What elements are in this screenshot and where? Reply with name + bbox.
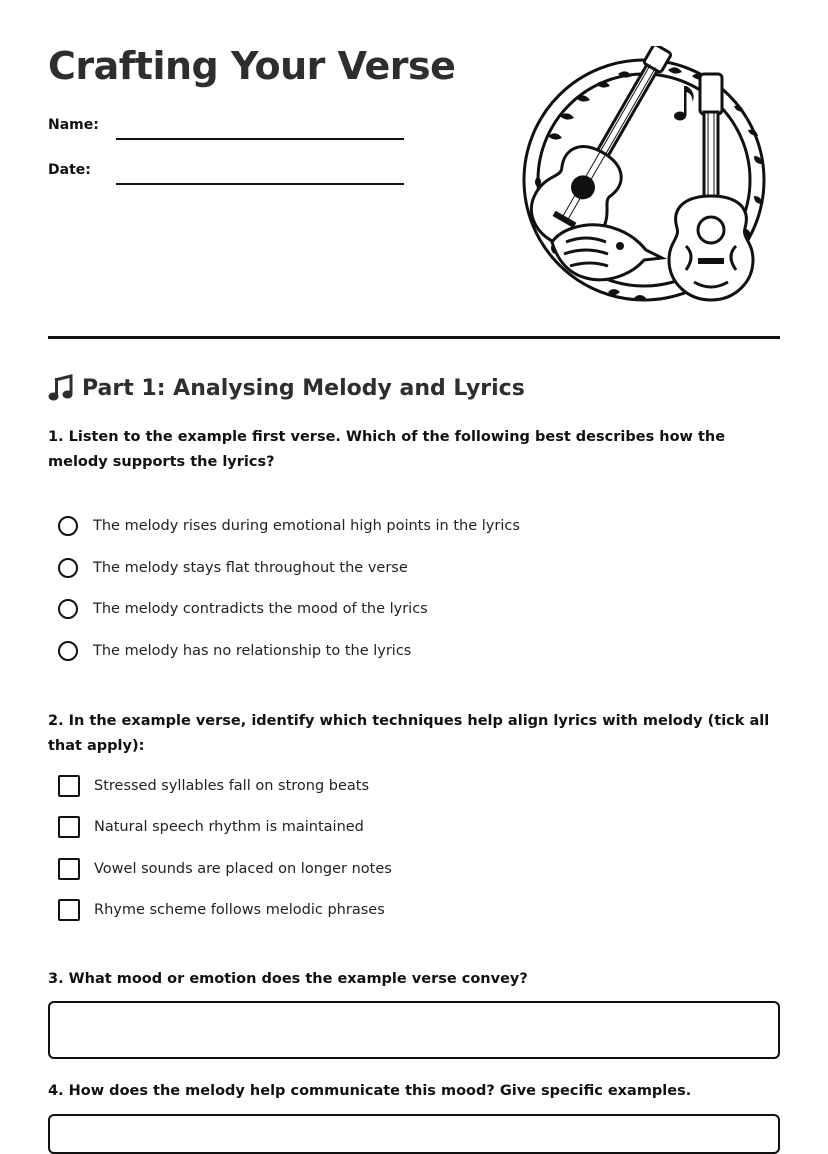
- name-label: Name:: [48, 117, 99, 133]
- q2-option-1[interactable]: [58, 775, 369, 797]
- name-field[interactable]: [116, 138, 404, 140]
- q3-answer-box[interactable]: [48, 1001, 780, 1059]
- question-2: 2. In the example verse, identify which techniques help align lyrics with melody (tick all that apply):: [48, 713, 770, 754]
- option-label: Natural speech rhythm is maintained: [94, 819, 364, 835]
- option-label: Stressed syllables fall on strong beats: [94, 778, 370, 794]
- worksheet-title: Crafting Your Verse: [48, 44, 456, 88]
- section-title: [48, 374, 525, 402]
- checkbox[interactable]: [58, 899, 80, 921]
- checkbox[interactable]: [58, 775, 80, 797]
- music-note-icon: [48, 374, 74, 402]
- q1-option-3[interactable]: [58, 599, 428, 619]
- option-label: The melody stays flat throughout the verse: [93, 560, 408, 576]
- q2-option-2[interactable]: [58, 816, 364, 838]
- checkbox[interactable]: [58, 816, 80, 838]
- option-label: Rhyme scheme follows melodic phrases: [94, 902, 385, 918]
- date-label: Date:: [48, 162, 91, 178]
- q2-option-4[interactable]: [58, 899, 385, 921]
- guitar-ukulele-bird-emblem-icon: [508, 46, 776, 314]
- q2-option-3[interactable]: [58, 858, 392, 880]
- question-3: 3. What mood or emotion does the example verse convey?: [48, 971, 528, 987]
- radio-button[interactable]: [58, 641, 78, 661]
- option-label: Vowel sounds are placed on longer notes: [94, 861, 392, 877]
- option-label: The melody rises during emotional high points in the lyrics: [93, 518, 520, 534]
- question-1: 1. Listen to the example first verse. Which of the following best describes how the melody supports the lyrics?: [48, 429, 726, 470]
- q1-option-1[interactable]: [58, 516, 520, 536]
- option-label: The melody has no relationship to the lyrics: [93, 643, 412, 659]
- checkbox[interactable]: [58, 858, 80, 880]
- section-title-text: Part 1: Analysing Melody and Lyrics: [82, 375, 525, 401]
- q4-answer-box[interactable]: [48, 1114, 780, 1154]
- q1-option-2[interactable]: [58, 558, 408, 578]
- radio-button[interactable]: [58, 516, 78, 536]
- q1-option-4[interactable]: [58, 641, 411, 661]
- header-divider: [48, 336, 780, 339]
- option-label: The melody contradicts the mood of the lyrics: [93, 601, 428, 617]
- radio-button[interactable]: [58, 558, 78, 578]
- question-4: 4. How does the melody help communicate this mood? Give specific examples.: [48, 1083, 692, 1099]
- date-field[interactable]: [116, 183, 404, 185]
- radio-button[interactable]: [58, 599, 78, 619]
